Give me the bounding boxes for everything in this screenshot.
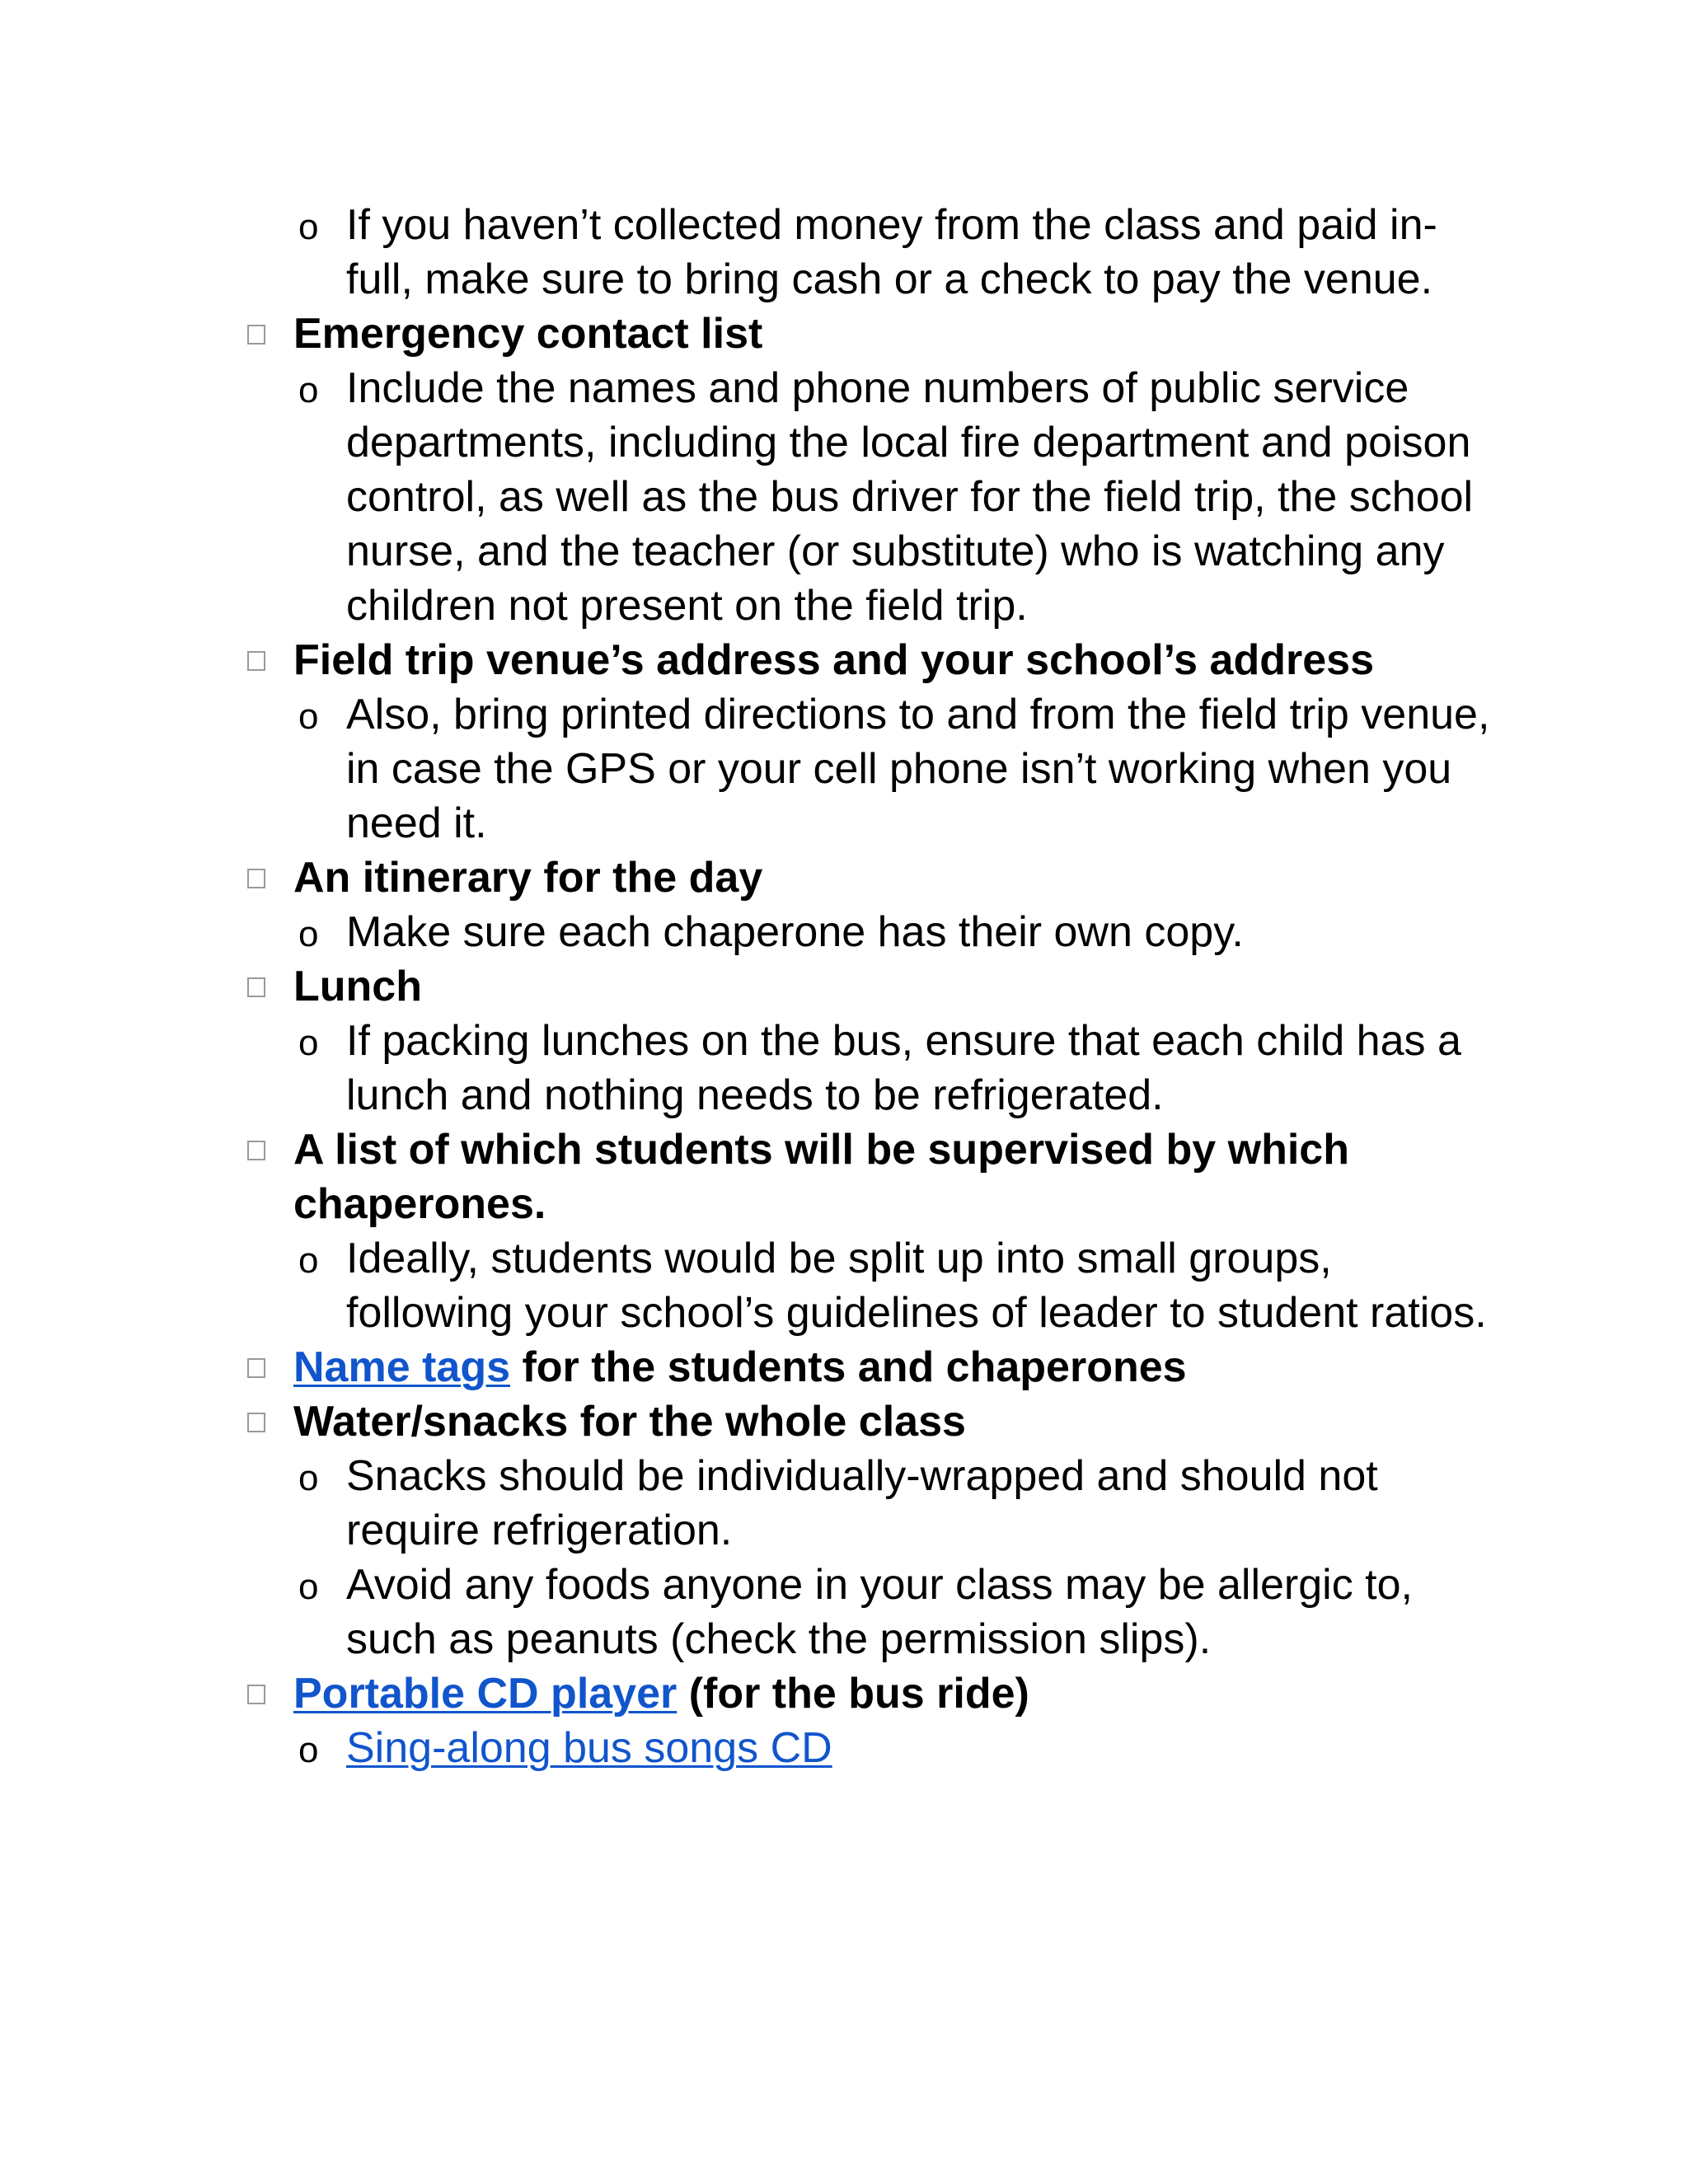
sub-bullet — [247, 1014, 1500, 1122]
sub-bullet-text: If you haven’t collected money from the class and paid in-full, make sure to bring cash or a check to pay the venue. — [346, 201, 1437, 303]
checklist-item-cd-player — [247, 1666, 1500, 1775]
item-heading: Field trip venue’s address and your school’s address — [293, 636, 1374, 684]
item-heading: Water/snacks for the whole class — [293, 1398, 966, 1446]
sub-bullet-text: Make sure each chaperone has their own copy. — [346, 908, 1244, 956]
hollow-bullet-icon: o — [298, 696, 319, 737]
sub-bullet-text: Also, bring printed directions to and from the field trip venue, in case the GPS or your cell phone isn’t working when you need it. — [346, 691, 1490, 847]
checkbox-icon[interactable] — [247, 651, 265, 671]
item-heading: Lunch — [293, 963, 422, 1010]
checkbox-icon[interactable] — [247, 869, 265, 888]
sub-bullet-text: Avoid any foods anyone in your class may be allergic to, such as peanuts (check the permission slips). — [346, 1561, 1413, 1663]
portable-cd-player-link[interactable]: Portable CD player — [293, 1670, 678, 1718]
item-heading — [293, 1666, 1500, 1721]
checkbox-icon[interactable] — [247, 325, 265, 344]
checkbox-icon[interactable] — [247, 1141, 265, 1160]
sub-bullet — [247, 1449, 1500, 1558]
checklist-item-emergency-contact — [247, 307, 1500, 633]
sub-bullet — [247, 905, 1500, 959]
checklist-item-name-tags — [247, 1340, 1500, 1394]
hollow-bullet-icon: o — [298, 1240, 319, 1281]
item-heading: Emergency contact list — [293, 310, 763, 358]
item-heading: An itinerary for the day — [293, 854, 763, 902]
hollow-bullet-icon: o — [298, 370, 319, 410]
hollow-bullet-icon: o — [298, 1730, 319, 1770]
checkbox-icon[interactable] — [247, 1685, 265, 1704]
item-heading: A list of which students will be supervised by which chaperones. — [293, 1126, 1349, 1228]
sub-bullet — [247, 198, 1500, 307]
checklist-item-lunch — [247, 959, 1500, 1122]
sub-bullet — [247, 1721, 1500, 1775]
sub-bullet — [247, 687, 1500, 851]
hollow-bullet-icon: o — [298, 207, 319, 247]
sub-bullet — [247, 361, 1500, 633]
sub-bullet — [247, 1231, 1500, 1340]
checkbox-icon[interactable] — [247, 1413, 265, 1432]
checklist-item-addresses — [247, 633, 1500, 851]
hollow-bullet-icon: o — [298, 1023, 319, 1063]
checkbox-icon[interactable] — [247, 977, 265, 997]
item-heading-rest: (for the bus ride) — [677, 1670, 1029, 1718]
checklist-item-supervision — [247, 1122, 1500, 1340]
hollow-bullet-icon: o — [298, 914, 319, 954]
sub-bullet-text: If packing lunches on the bus, ensure that each child has a lunch and nothing needs to be refrigerated. — [346, 1017, 1461, 1119]
checklist-continuation — [247, 198, 1500, 307]
item-heading — [293, 1340, 1500, 1394]
bus-songs-cd-link[interactable]: Sing-along bus songs CD — [346, 1724, 832, 1772]
hollow-bullet-icon: o — [298, 1458, 319, 1498]
sub-bullet-text: Ideally, students would be split up into small groups, following your school’s guidelines of leader to student ratios. — [346, 1235, 1487, 1337]
sub-bullet-text: Include the names and phone numbers of public service departments, including the local fire department and poison control, as well as the bus driver for the field trip, the school nurse, and the teacher (or substitute) who is watching any children not present on the field trip. — [346, 364, 1474, 630]
checklist-item-water-snacks — [247, 1394, 1500, 1666]
checklist — [247, 198, 1500, 1775]
name-tags-link[interactable]: Name tags — [293, 1343, 510, 1391]
checklist-item-itinerary — [247, 851, 1500, 959]
checkbox-icon[interactable] — [247, 1358, 265, 1378]
item-heading-rest: for the students and chaperones — [510, 1343, 1187, 1391]
hollow-bullet-icon: o — [298, 1567, 319, 1607]
sub-bullet — [247, 1558, 1500, 1666]
sub-bullet-text: Snacks should be individually-wrapped and should not require refrigeration. — [346, 1452, 1378, 1554]
